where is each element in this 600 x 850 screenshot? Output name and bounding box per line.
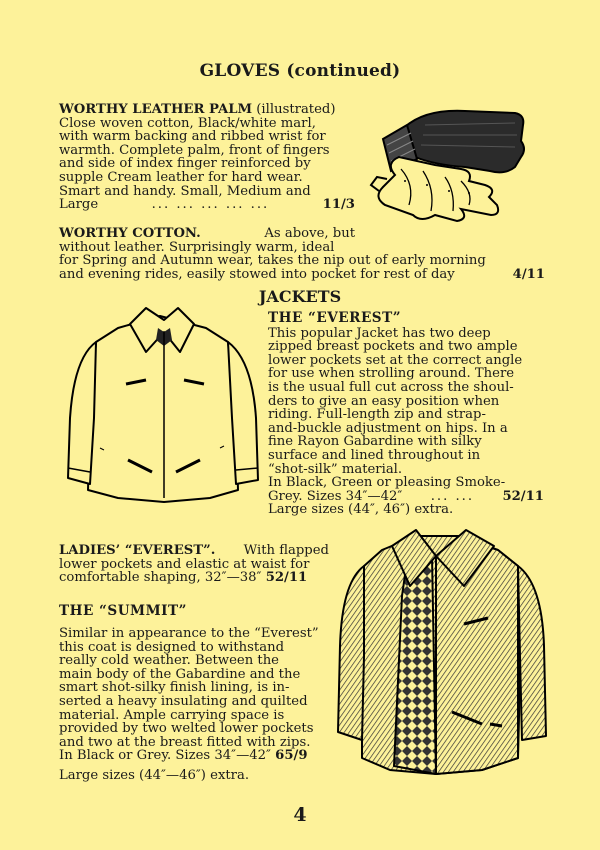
leader-dots: ... ... ... ... ... — [151, 197, 270, 213]
summit-line: material. Ample carrying space is — [59, 707, 285, 723]
cotton-line: and evening rides, easily stowed into pocket for rest of day — [59, 266, 455, 282]
summit-line: smart shot-silky finish lining, is in- — [59, 680, 290, 696]
leather-palm-line: warmth. Complete palm, front of fingers — [59, 142, 330, 158]
everest-line: In Black, Green or pleasing Smoke- — [268, 475, 506, 491]
everest-line: fine Rayon Gabardine with silky — [268, 434, 482, 450]
summit-jacket-illustration — [332, 526, 552, 794]
leather-palm-note: (illustrated) — [256, 102, 336, 117]
cotton-section-top — [59, 227, 355, 254]
summit-title: THE “SUMMIT” — [59, 603, 187, 619]
everest-line: This popular Jacket has two deep — [268, 325, 491, 341]
summit-line: serted a heavy insulating and quilted — [59, 693, 308, 709]
summit-line: this coat is designed to withstand — [59, 639, 285, 655]
everest-line: surface and lined throughout in — [268, 447, 481, 463]
summit-price-line: In Black or Grey. Sizes 34″—42″ — [59, 748, 271, 764]
everest-section — [268, 312, 544, 517]
summit-line: provided by two welted lower pockets — [59, 721, 314, 737]
everest-line: ders to give an easy position when — [268, 393, 500, 409]
summit-price: 65/9 — [275, 748, 308, 764]
leather-palm-line: with warm backing and ribbed wrist for — [59, 129, 326, 145]
summit-line: Similar in appearance to the “Everest” — [59, 626, 319, 641]
summit-line: main body of the Gabardine and the — [59, 666, 301, 682]
leather-palm-price-row — [59, 198, 355, 212]
cotton-name: WORTHY COTTON. — [59, 226, 201, 241]
everest-large-sizes: Large sizes (44″, 46″) extra. — [268, 502, 454, 518]
everest-line: and-buckle adjustment on hips. In a — [268, 420, 508, 436]
leather-palm-last-line: Large — [59, 197, 99, 213]
ladies-everest-name: LADIES’ “EVEREST”. — [59, 543, 216, 558]
everest-price-line: Grey. Sizes 34″—42″ — [268, 488, 403, 504]
ladies-everest-line: comfortable shaping, 32″—38″ — [59, 570, 262, 586]
everest-line: for use when strolling around. There — [268, 366, 515, 382]
cotton-line: without leather. Surprisingly warm, ideal — [59, 239, 335, 255]
ladies-everest-section — [59, 544, 329, 585]
everest-price: 52/11 — [502, 488, 544, 504]
cotton-line: for Spring and Autumn wear, takes the nip out of early morning — [59, 253, 486, 268]
page-title: GLOVES (continued) — [199, 61, 401, 81]
leather-palm-line: Smart and handy. Small, Medium and — [59, 183, 311, 199]
glove-illustration — [365, 105, 545, 230]
summit-section — [59, 627, 327, 783]
cotton-line: As above, but — [264, 226, 355, 241]
summit-large-sizes: Large sizes (44″—46″) extra. — [59, 767, 250, 783]
leather-palm-name: WORTHY LEATHER PALM — [59, 102, 253, 117]
ladies-everest-line: lower pockets and elastic at waist for — [59, 556, 310, 572]
page-number: 4 — [293, 804, 307, 826]
everest-line: zipped breast pockets and two ample — [268, 339, 518, 355]
ladies-everest-price: 52/11 — [265, 570, 308, 586]
leather-palm-line: and side of index finger reinforced by — [59, 156, 311, 172]
everest-price-row — [268, 490, 544, 504]
cotton-price: 4/11 — [512, 266, 545, 282]
everest-line: lower pockets set at the correct angle — [268, 352, 523, 368]
everest-jacket-illustration — [60, 298, 262, 523]
leather-palm-section — [59, 103, 355, 212]
leather-palm-line: Close woven cotton, Black/white marl, — [59, 115, 316, 131]
everest-line: riding. Full-length zip and strap- — [268, 407, 486, 423]
everest-line: is the usual full cut across the shoul- — [268, 379, 514, 395]
everest-title: THE “EVEREST” — [268, 310, 402, 326]
everest-line: “shot-silk” material. — [268, 461, 403, 477]
jackets-heading: JACKETS — [258, 287, 342, 306]
summit-line: really cold weather. Between the — [59, 653, 279, 669]
leather-palm-line: supple Cream leather for hard wear. — [59, 169, 303, 185]
ladies-everest-line: With flapped — [243, 543, 329, 558]
cotton-section-bottom — [59, 254, 545, 281]
summit-line: and two at the breast fitted with zips. — [59, 734, 311, 750]
leader-dots: ... ... — [430, 488, 475, 504]
leather-palm-price: 11/3 — [322, 197, 355, 213]
